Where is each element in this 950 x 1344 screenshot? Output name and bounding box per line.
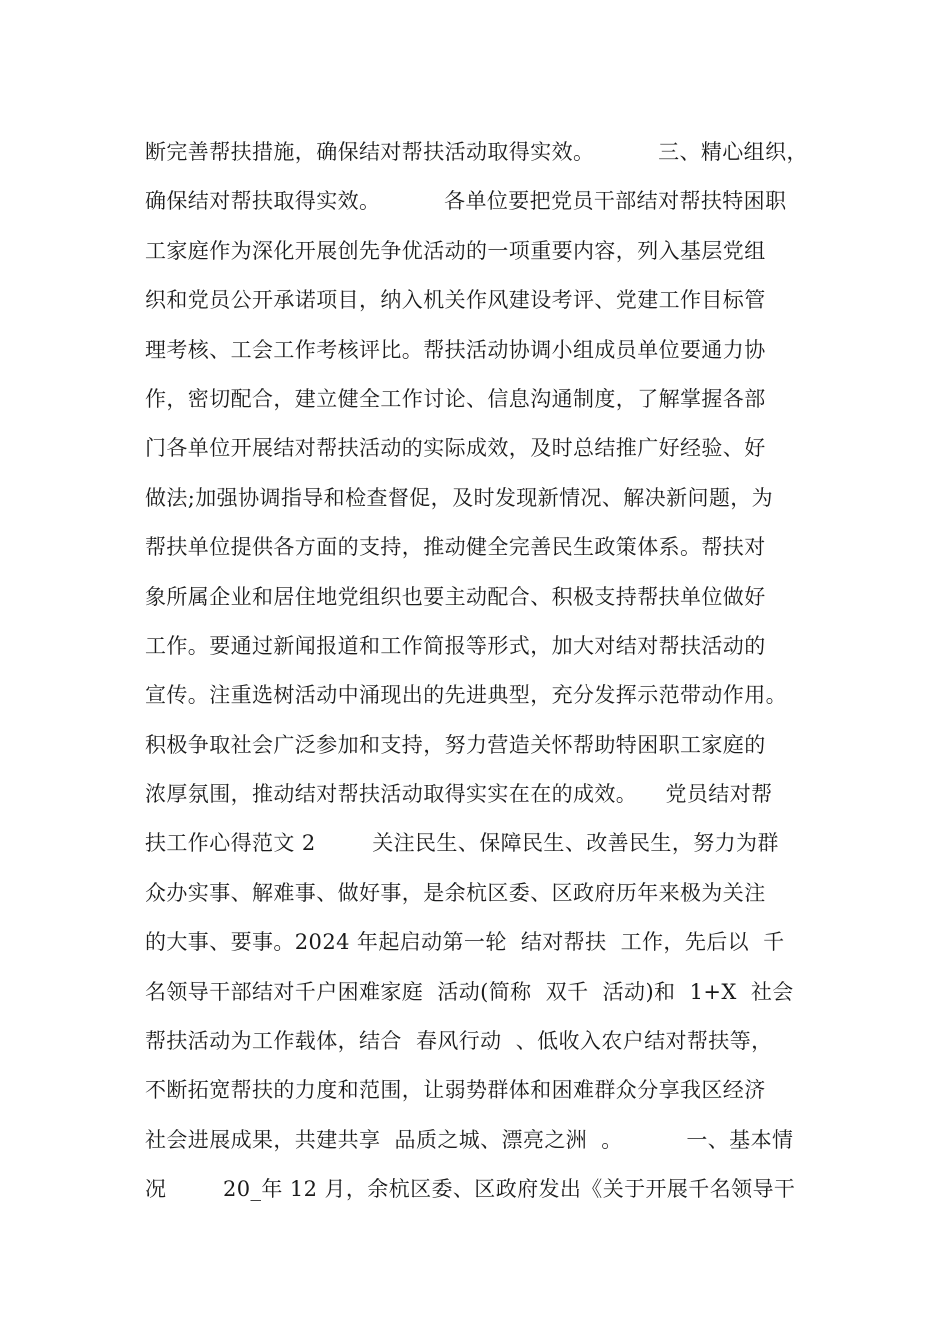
text-line: 况 20_年 12 月，余杭区委、区政府发出《关于开展千名领导干 <box>145 1177 796 1202</box>
text-line: 门各单位开展结对帮扶活动的实际成效，及时总结推广好经验、好 <box>145 436 766 461</box>
text-line: 断完善帮扶措施，确保结对帮扶活动取得实效。 三、精心组织， <box>145 140 808 164</box>
text-line: 织和党员公开承诺项目，纳入机关作风建设考评、党建工作目标管 <box>145 288 766 313</box>
text-line: 工家庭作为深化开展创先争优活动的一项重要内容，列入基层党组 <box>145 238 766 263</box>
text-line: 社会进展成果，共建共享 品质之城、漂亮之洲 。 一、基本情 <box>145 1127 794 1152</box>
text-line: 众办实事、解难事、做好事，是余杭区委、区政府历年来极为关注 <box>145 880 766 905</box>
text-line: 积极争取社会广泛参加和支持，努力营造关怀帮助特困职工家庭的 <box>145 732 766 757</box>
text-line: 确保结对帮扶取得实效。 各单位要把党员干部结对帮扶特困职 <box>145 189 787 214</box>
text-line: 帮扶单位提供各方面的支持，推动健全完善民生政策体系。帮扶对 <box>145 535 766 560</box>
text-line: 宣传。注重选树活动中涌现出的先进典型，充分发挥示范带动作用。 <box>145 683 787 708</box>
text-line: 不断拓宽帮扶的力度和范围，让弱势群体和困难群众分享我区经济 <box>145 1078 766 1103</box>
text-line: 理考核、工会工作考核评比。帮扶活动协调小组成员单位要通力协 <box>145 337 766 362</box>
text-line: 帮扶活动为工作载体，结合 春风行动 、低收入农户结对帮扶等， <box>145 1029 773 1054</box>
text-line: 的大事、要事。2024 年起启动第一轮 结对帮扶 工作，先后以 千 <box>145 930 785 955</box>
body-text <box>145 130 845 1217</box>
text-line: 浓厚氛围，推动结对帮扶活动取得实实在在的成效。 党员结对帮 <box>145 782 773 807</box>
text-line: 名领导干部结对千户困难家庭 活动(简称 双千 活动)和 1+X 社会 <box>145 979 794 1004</box>
text-line: 作，密切配合，建立健全工作讨论、信息沟通制度，了解掌握各部 <box>145 386 766 411</box>
text-line: 做法;加强协调指导和检查督促，及时发现新情况、解决新问题，为 <box>145 485 774 510</box>
text-line: 工作。要通过新闻报道和工作简报等形式，加大对结对帮扶活动的 <box>145 633 766 658</box>
text-line: 扶工作心得范文 2 关注民生、保障民生、改善民生，努力为群 <box>145 831 779 856</box>
text-line: 象所属企业和居住地党组织也要主动配合、积极支持帮扶单位做好 <box>145 584 766 609</box>
